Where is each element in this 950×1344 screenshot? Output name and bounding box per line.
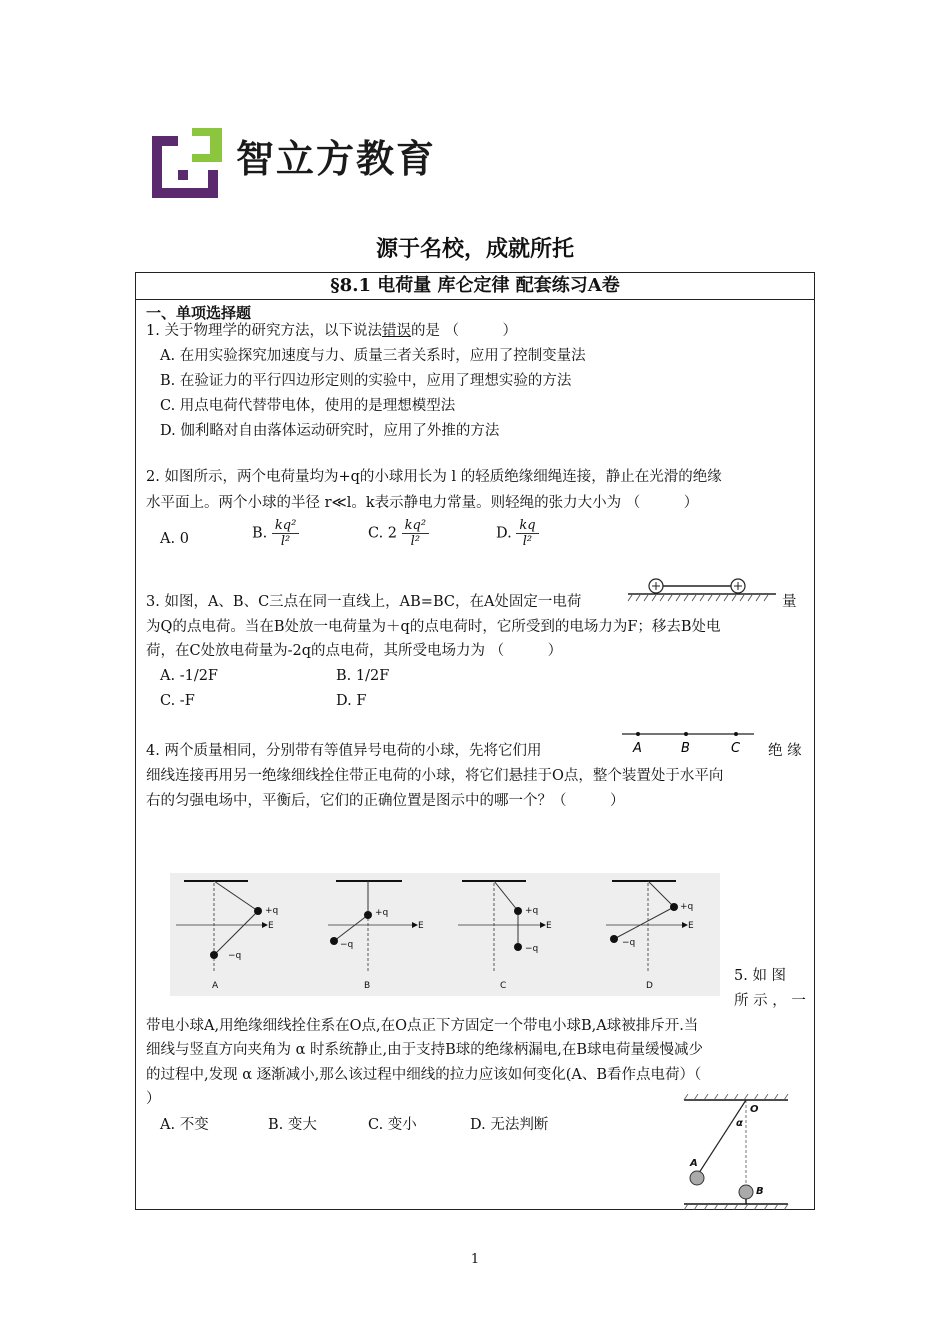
q4-line-3: 右的匀强电场中，平衡后，它们的正确位置是图示中的哪一个？（ ） (146, 793, 625, 809)
svg-text:−q: −q (622, 938, 636, 948)
svg-text:A: A (212, 981, 219, 991)
svg-text:E: E (268, 921, 274, 931)
panel-b (328, 881, 424, 991)
svg-text:−q: −q (525, 944, 539, 954)
q4-line-1: 4. 两个质量相同，分别带有等值异号电荷的小球，先将它们用 (146, 743, 542, 759)
q5-option-c: C. 变小 (368, 1117, 417, 1133)
q1-stem: 1. 关于物理学的研究方法，以下说法错误的是 （ ） (146, 323, 518, 339)
point-a (636, 732, 640, 736)
svg-text:+q: +q (265, 906, 279, 916)
svg-text:O: O (750, 1104, 759, 1115)
panel-c (458, 881, 552, 991)
ball-a (690, 1171, 704, 1185)
q3-line-1: 3. 如图，A、B、C三点在同一直线上，AB=BC，在A处固定一电荷 (146, 594, 582, 610)
fraction-b: $\frac{\text{kq²}}{\text{l²}}$ (272, 518, 299, 549)
svg-text:−q: −q (340, 940, 354, 950)
label-a: A (633, 741, 642, 756)
q5-option-a: A. 不变 (160, 1117, 209, 1133)
q1-option-b: B. 在验证力的平行四边形定则的实验中，应用了理想实验的方法 (160, 373, 572, 389)
point-b (684, 732, 688, 736)
q2-option-b: B. $\frac{\text{kq²}}{\text{l²}}$ (252, 518, 299, 549)
q3-option-c: C. -F (160, 693, 195, 709)
svg-text:D: D (646, 981, 653, 991)
q3-option-a: A. -1/2F (160, 668, 218, 684)
q5-option-b: B. 变大 (268, 1117, 317, 1133)
svg-text:+q: +q (525, 906, 539, 916)
q4-option-figures (170, 873, 720, 996)
label-b: B (681, 741, 690, 756)
brand-name: 智立方教育 (236, 137, 437, 181)
q5-lead-1: 5. 如 图 (734, 968, 787, 984)
q3-line-3: 荷，在C处放电荷量为-2q的点电荷，其所受电场力为 （ ） (146, 643, 563, 659)
q5-line-4: ） (146, 1091, 161, 1107)
svg-text:B: B (364, 981, 371, 991)
svg-text:+q: +q (680, 902, 694, 912)
q3-line-2: 为Q的点电荷。当在B处放一电荷量为＋q的点电荷时，它所受到的电场力为F；移去B处电 (146, 619, 721, 635)
svg-text:C: C (500, 981, 507, 991)
page-number: 1 (470, 1252, 480, 1267)
q1-option-d: D. 伽利略对自由落体运动研究时，应用了外推的方法 (160, 423, 500, 439)
q2-option-d: D. $\frac{kq}{\text{l²}}$ (496, 518, 539, 549)
q2-line-1: 2. 如图所示，两个电荷量均为+q的小球用长为 l 的轻质绝缘细绳连接，静止在光滑的绝缘 (146, 469, 722, 485)
q2-option-c: C. 2 $\frac{\text{kq²}}{\text{l²}}$ (368, 518, 429, 549)
worksheet-title: §8.1 电荷量 库仑定律 配套练习A卷 (136, 273, 814, 300)
svg-text:E: E (688, 921, 694, 931)
q5-option-d: D. 无法判断 (470, 1117, 549, 1133)
q1-option-c: C. 用点电荷代替带电体，使用的是理想模型法 (160, 398, 456, 414)
q5-line-2: 细线与竖直方向夹角为 α 时系统静止,由于支持B球的绝缘柄漏电,在B球电荷量缓慢减少 (146, 1042, 704, 1058)
q1-option-a: A. 在用实验探究加速度与力、质量三者关系时，应用了控制变量法 (160, 348, 586, 364)
q2-line-2: 水平面上。两个小球的半径 r≪l。k表示静电力常量。则轻绳的张力大小为 （ ） (146, 495, 699, 511)
q3-option-d: D. F (336, 693, 367, 709)
q2-option-a: A. 0 (160, 531, 189, 547)
panel-a (176, 881, 278, 991)
q5-line-3: 的过程中,发现 α 逐渐减小,那么该过程中细线的拉力应该如何变化(A、B看作点电荷）（ (146, 1067, 702, 1083)
q5-line-1: 带电小球A,用绝缘细线拴住系在O点,在O点正下方固定一个带电小球B,A球被排斥开.当 (146, 1018, 699, 1034)
point-c (734, 732, 738, 736)
svg-text:B: B (756, 1186, 764, 1197)
fraction-d: $\frac{kq}{\text{l²}}$ (516, 518, 538, 549)
q4-line-1-tail: 绝 缘 (768, 743, 802, 759)
ball-b (739, 1185, 753, 1199)
svg-text:E: E (546, 921, 552, 931)
logo-mark-icon (148, 126, 224, 198)
section-heading: 一、单项选择题 (146, 304, 252, 322)
pendulum-figure (680, 1094, 792, 1210)
svg-text:−q: −q (228, 951, 242, 961)
q3-line-1-tail: 量 (782, 594, 797, 610)
svg-text:+q: +q (375, 908, 389, 918)
abc-line-figure (620, 726, 756, 758)
label-c: C (731, 741, 741, 756)
slogan: 源于名校，成就所托 (375, 237, 574, 262)
q4-line-2: 细线连接再用另一绝缘细线拴住带正电荷的小球，将它们悬挂于O点，整个装置处于水平向 (146, 768, 724, 784)
two-charges-figure (626, 576, 778, 604)
q5-lead-2: 所 示 ， 一 (734, 993, 806, 1009)
svg-text:α: α (736, 1118, 743, 1129)
svg-text:A: A (690, 1158, 698, 1169)
svg-text:E: E (418, 921, 424, 931)
q3-option-b: B. 1/2F (336, 668, 390, 684)
panel-d (606, 881, 694, 991)
fraction-c: $\frac{\text{kq²}}{\text{l²}}$ (402, 518, 429, 549)
